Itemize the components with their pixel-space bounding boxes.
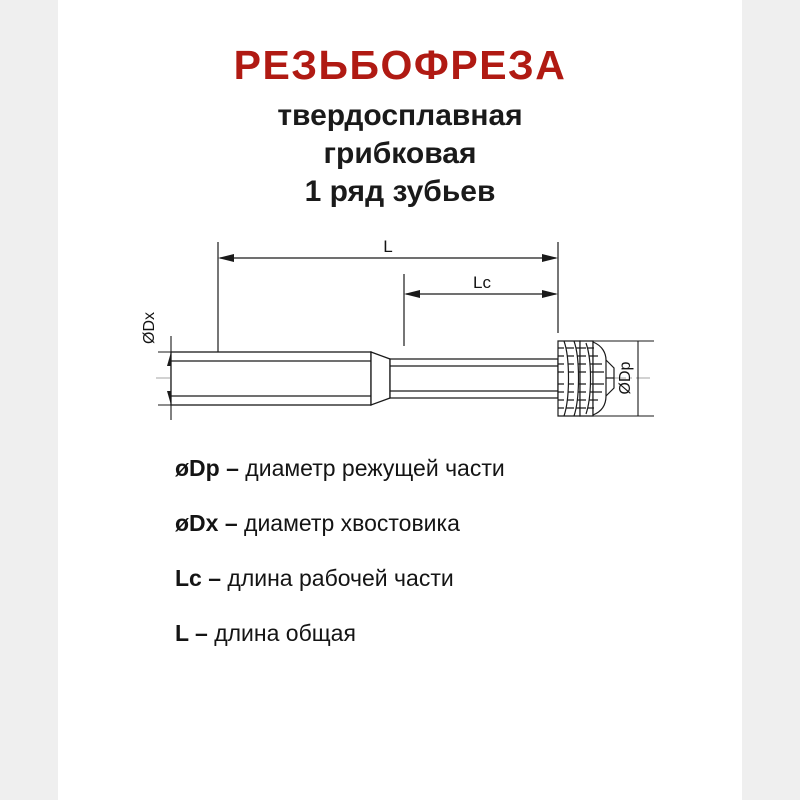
legend-dash: – [201,565,228,591]
list-item [175,510,715,537]
legend-list [175,455,715,675]
list-item [175,455,715,482]
label-shank-diameter: ØDx [141,312,158,344]
tool-tip [606,360,614,396]
label-cutting-diameter: ØDp [617,361,634,395]
legend-dash: – [219,455,246,481]
label-overall-length: L [383,237,393,256]
tool-cutting-head [558,341,606,416]
legend-dash: – [188,620,215,646]
page-subtitle [58,97,742,211]
dimension-overall-length [218,242,558,353]
subtitle-line-3: 1 ряд зубьев [304,175,496,209]
legend-symbol: øDp [175,455,220,481]
legend-symbol: Lc [175,565,202,591]
legend-dash: – [218,510,245,536]
legend-symbol: L [175,620,189,646]
list-item [175,620,715,647]
page-title: РЕЗЬБОФРЕЗА [233,42,567,88]
list-item [175,565,715,592]
legend-symbol: øDx [175,510,219,536]
legend-text: диаметр хвостовика [244,510,460,536]
legend-text: длина общая [214,620,356,646]
technical-drawing [58,228,742,458]
legend-text: длина рабочей части [227,565,454,591]
subtitle-line-2: грибковая [323,137,477,171]
legend-text: диаметр режущей части [245,455,505,481]
tool-shank [171,352,371,405]
tool-neck [371,352,558,405]
tool-drawing-svg [58,228,742,458]
subtitle-line-1: твердосплавная [277,99,523,133]
title-block [58,44,742,211]
label-cutting-length: Lc [473,273,491,292]
